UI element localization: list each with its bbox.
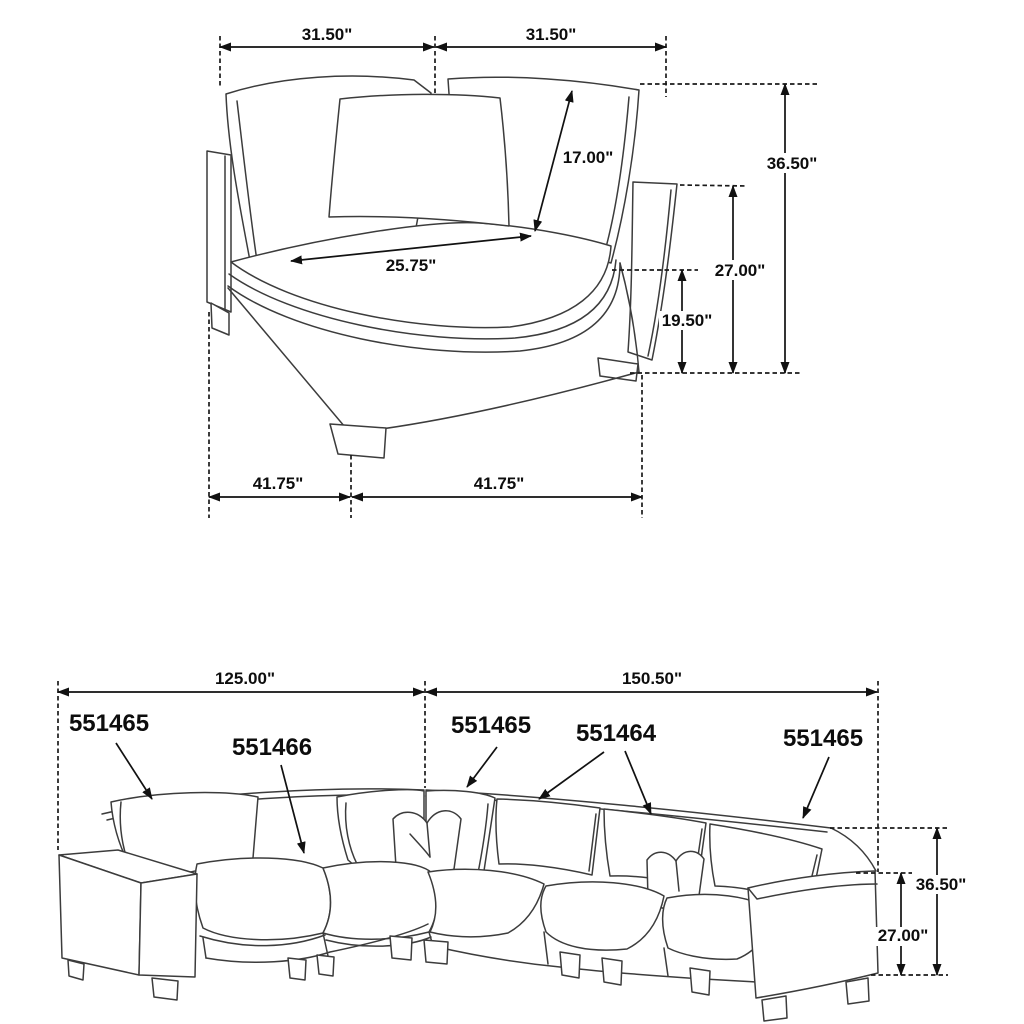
- corner-chair-pillow: [329, 94, 509, 226]
- sectional-figure: [58, 669, 970, 1021]
- sofa-foot: [762, 996, 787, 1021]
- base-join-4: [664, 948, 668, 976]
- sku-arrow-armless-chair: [281, 765, 304, 853]
- base-left-edge: [203, 938, 206, 958]
- corner-chair-front-foot: [330, 424, 386, 458]
- dim-label-back-width-left: 31.50": [301, 25, 353, 44]
- left-arm-front-face: [139, 874, 197, 977]
- dim-label-seat-depth: 25.75": [385, 256, 437, 275]
- sku-label-left-arm-chair: 551465: [68, 710, 150, 737]
- dim-label-seat-height: 19.50": [661, 311, 713, 330]
- sku-label-armless-chair: 551466: [231, 734, 313, 761]
- dim-label-depth-left: 41.75": [252, 474, 304, 493]
- seat-cushion-3: [541, 882, 664, 950]
- dim-label-overall-height: 36.50": [766, 154, 818, 173]
- sofa-foot: [317, 955, 334, 976]
- sku-arrow-corner-chair: [467, 747, 497, 787]
- right-back-cushion-1: [496, 799, 600, 875]
- corner-chair-base-bottom-edge: [350, 372, 639, 433]
- dim-label-width-left: 125.00": [214, 669, 276, 688]
- sofa-foot: [390, 936, 412, 960]
- sofa-foot: [690, 968, 710, 995]
- sku-arrow-middle-armless-2: [625, 751, 651, 814]
- sectional-back-frame-right-end: [831, 828, 876, 871]
- corner-chair-base-left-edge: [228, 288, 350, 433]
- sku-arrow-right-arm-chair: [803, 757, 829, 818]
- dim-label-sec-arm-height: 27.00": [877, 926, 929, 945]
- corner-seat-cushion: [428, 869, 544, 937]
- sku-label-middle-armless-chair: 551464: [575, 720, 657, 747]
- corner-chair-figure: [207, 25, 822, 518]
- dim-label-back-cushion: 17.00": [562, 148, 614, 167]
- right-arm-block: [748, 871, 878, 998]
- seat-cushion-1: [195, 858, 331, 940]
- guide-arm-top: [680, 185, 747, 186]
- sofa-foot: [560, 952, 580, 978]
- sofa-foot: [152, 978, 178, 1000]
- dim-label-arm-height: 27.00": [714, 261, 766, 280]
- dim-label-sec-overall-height: 36.50": [915, 875, 967, 894]
- sofa-foot: [602, 958, 622, 985]
- base-join-3: [544, 932, 548, 964]
- sofa-foot: [68, 960, 84, 980]
- sku-label-right-arm-chair: 551465: [782, 725, 864, 752]
- sku-label-corner-chair: 551465: [450, 712, 532, 739]
- base-join-1: [323, 933, 328, 956]
- dim-label-back-width-right: 31.50": [525, 25, 577, 44]
- sku-arrow-left-arm-chair: [116, 743, 152, 799]
- sofa-foot: [288, 958, 306, 980]
- sku-arrow-middle-armless-1: [539, 752, 604, 799]
- dim-label-width-right: 150.50": [621, 669, 683, 688]
- sofa-foot: [424, 940, 448, 964]
- dim-label-depth-right: 41.75": [473, 474, 525, 493]
- sofa-foot: [846, 978, 869, 1004]
